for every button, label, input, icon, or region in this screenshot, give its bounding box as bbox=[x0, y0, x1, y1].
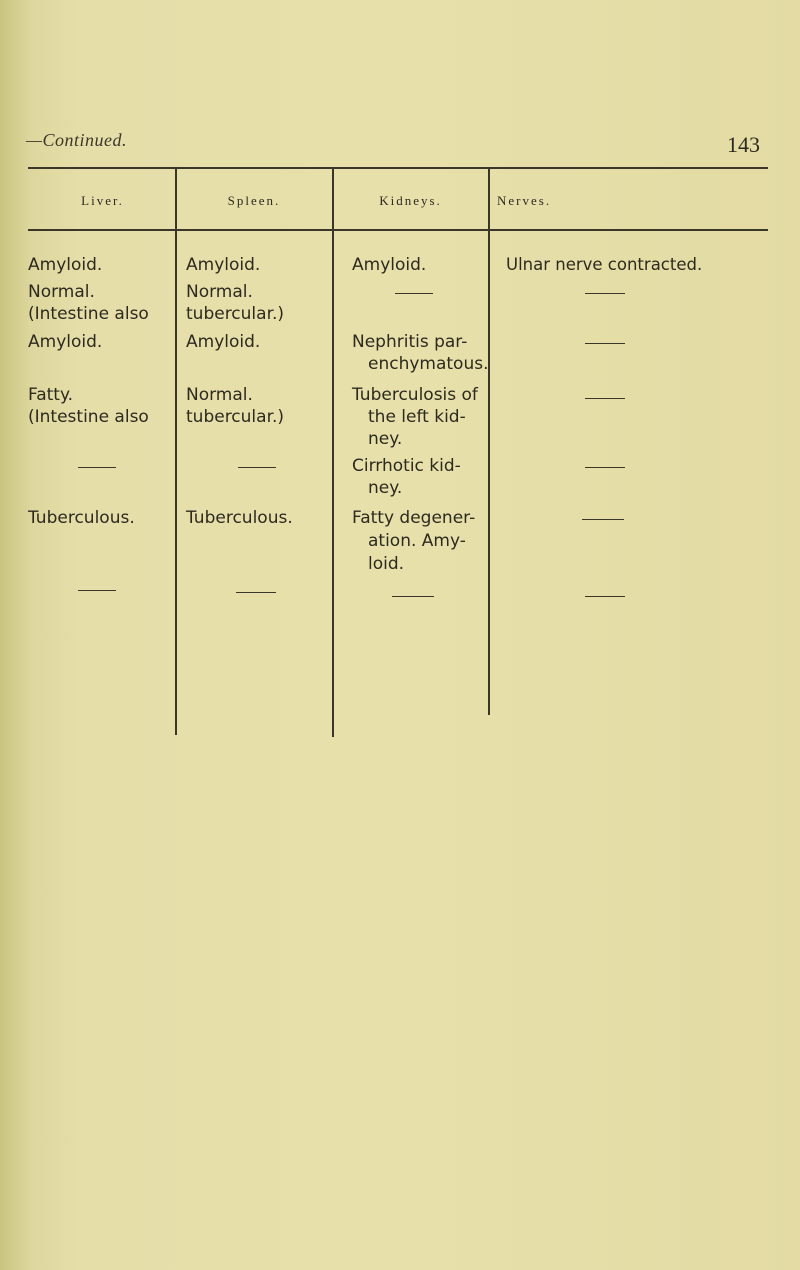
header-spleen: Spleen. bbox=[227, 193, 281, 208]
nerves-dash bbox=[585, 596, 625, 597]
kidneys-cell: loid. bbox=[368, 554, 405, 574]
kidneys-cell: ation. Amy- bbox=[368, 531, 466, 551]
kidneys-cell: Tuberculosis of bbox=[352, 385, 478, 405]
column-divider bbox=[175, 167, 177, 735]
liver-cell: Amyloid. bbox=[28, 332, 103, 352]
spleen-cell: tubercular.) bbox=[186, 407, 285, 427]
header-liver: Liver. bbox=[81, 193, 124, 208]
spleen-cell: tubercular.) bbox=[186, 304, 285, 324]
nerves-dash bbox=[585, 398, 625, 399]
page-number: 143 bbox=[727, 132, 760, 157]
spleen-cell: Tuberculous. bbox=[186, 508, 293, 528]
nerves-dash bbox=[585, 293, 625, 294]
spleen-dash bbox=[236, 592, 276, 593]
liver-dash bbox=[78, 590, 116, 591]
kidneys-cell: ney. bbox=[368, 478, 403, 498]
kidneys-cell: ney. bbox=[368, 429, 403, 449]
spleen-cell: Normal. bbox=[186, 385, 253, 405]
nerves-dash bbox=[585, 467, 625, 468]
kidneys-cell: Amyloid. bbox=[352, 255, 427, 275]
nerves-dash bbox=[585, 343, 625, 344]
table-top-rule bbox=[28, 167, 768, 169]
liver-dash bbox=[78, 467, 116, 468]
continued-label: —Continued. bbox=[26, 130, 128, 150]
running-head bbox=[26, 130, 760, 160]
kidneys-dash bbox=[392, 596, 434, 597]
spleen-cell: Amyloid. bbox=[186, 255, 261, 275]
spleen-cell: Normal. bbox=[186, 282, 253, 302]
nerves-dash bbox=[582, 519, 624, 520]
kidneys-cell: the left kid- bbox=[368, 407, 466, 427]
column-divider bbox=[488, 167, 490, 715]
nerves-cell: Ulnar nerve contracted. bbox=[506, 255, 703, 274]
header-kidneys: Kidneys. bbox=[379, 193, 442, 208]
spleen-dash bbox=[238, 467, 276, 468]
kidneys-cell: Fatty degener- bbox=[352, 508, 476, 528]
kidneys-cell: Cirrhotic kid- bbox=[352, 456, 461, 476]
liver-cell: (Intestine also bbox=[28, 407, 149, 427]
kidneys-cell: enchymatous. bbox=[368, 354, 489, 374]
table-header-rule bbox=[28, 229, 768, 231]
spleen-cell: Amyloid. bbox=[186, 332, 261, 352]
liver-cell: Tuberculous. bbox=[28, 508, 135, 528]
liver-cell: (Intestine also bbox=[28, 304, 149, 324]
liver-cell: Normal. bbox=[28, 282, 95, 302]
header-nerves: Nerves. bbox=[497, 193, 552, 208]
liver-cell: Fatty. bbox=[28, 385, 74, 405]
kidneys-dash bbox=[395, 293, 433, 294]
kidneys-cell: Nephritis par- bbox=[352, 332, 468, 352]
column-divider bbox=[332, 167, 334, 737]
liver-cell: Amyloid. bbox=[28, 255, 103, 275]
